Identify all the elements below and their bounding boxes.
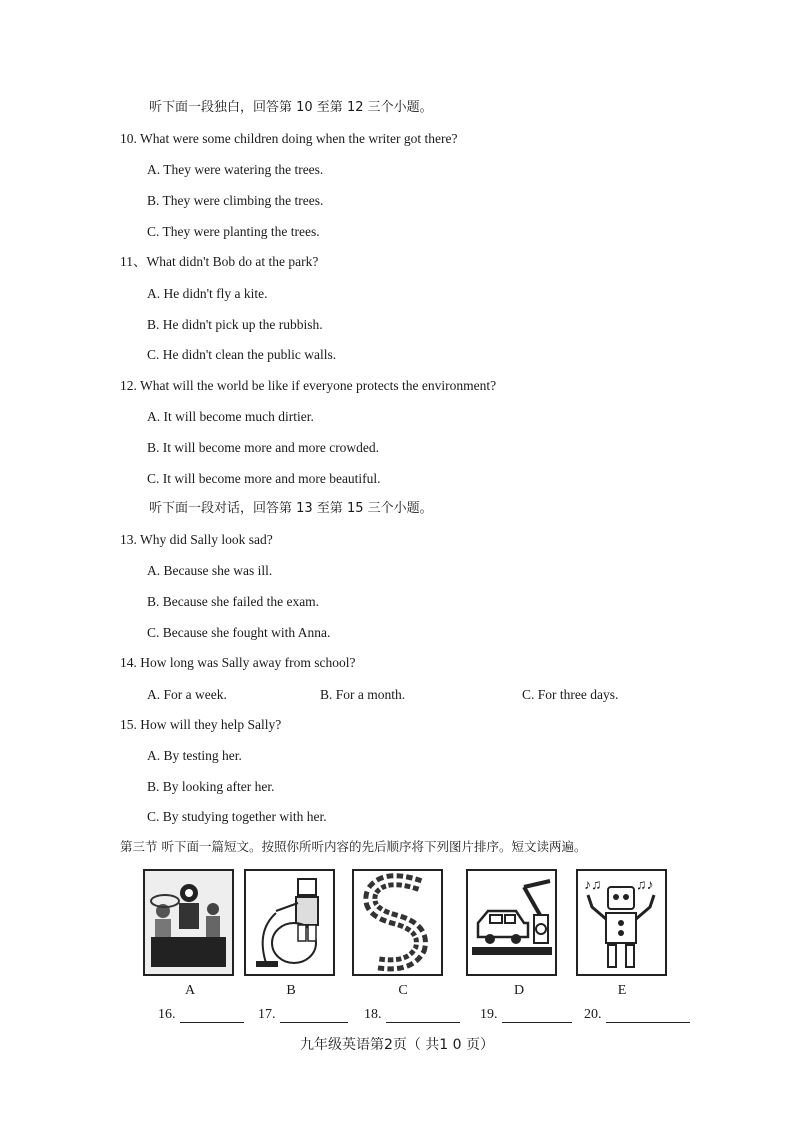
question-number: 10. (120, 131, 137, 146)
intro-dialogue: 听下面一段对话，回答第 13 至第 15 三个小题。 (149, 501, 433, 516)
question-text: What were some children doing when the writer got there? (140, 131, 458, 146)
picture-label-e: E (617, 983, 627, 998)
option-10-c: C. They were planting the trees. (147, 224, 320, 239)
option-10-b: B. They were climbing the trees. (147, 193, 324, 208)
blank-number: 18. (364, 1007, 382, 1022)
question-11 (120, 253, 318, 271)
answer-blank-16[interactable] (158, 1007, 244, 1023)
option-13-a: A. Because she was ill. (147, 563, 273, 578)
question-text: How long was Sally away from school? (140, 655, 356, 670)
question-number: 11、 (120, 254, 147, 269)
picture-c-snake-robot-icon (352, 869, 443, 976)
question-15 (120, 716, 281, 734)
option-12-a: A. It will become much dirtier. (147, 409, 314, 424)
option-15-c: C. By studying together with her. (147, 809, 327, 824)
blank-number: 17. (258, 1007, 276, 1022)
option-14-c: C. For three days. (522, 687, 619, 702)
answer-blank-20[interactable] (584, 1007, 690, 1023)
option-11-c: C. He didn't clean the public walls. (147, 347, 337, 362)
picture-label-a: A (184, 983, 196, 998)
picture-label-b: B (286, 983, 296, 998)
answer-line[interactable] (386, 1008, 460, 1023)
svg-text:♪♫: ♪♫ (584, 878, 602, 893)
option-13-c: C. Because she fought with Anna. (147, 625, 331, 640)
question-number: 15. (120, 717, 137, 732)
question-13 (120, 531, 273, 549)
answer-line[interactable] (180, 1008, 244, 1023)
blank-number: 16. (158, 1007, 176, 1022)
answer-blank-19[interactable] (480, 1007, 572, 1023)
answer-blank-17[interactable] (258, 1007, 348, 1023)
answer-line[interactable] (280, 1008, 348, 1023)
answer-blank-18[interactable] (364, 1007, 460, 1023)
question-text: What will the world be like if everyone protects the environment? (140, 378, 497, 393)
question-text: How will they help Sally? (140, 717, 282, 732)
picture-label-c: C (398, 983, 408, 998)
page-footer: 九年级英语第2页（ 共1 0 页） (299, 1037, 495, 1053)
option-11-a: A. He didn't fly a kite. (147, 286, 268, 301)
question-number: 13. (120, 532, 137, 547)
option-10-a: A. They were watering the trees. (147, 162, 324, 177)
question-text: Why did Sally look sad? (140, 532, 273, 547)
question-12 (120, 377, 496, 395)
question-10 (120, 130, 458, 148)
option-12-b: B. It will become more and more crowded. (147, 440, 380, 455)
picture-d-car-factory-icon (466, 869, 557, 976)
section-3-instruction: 第三节 听下面一篇短文。按照你所听内容的先后顺序将下列图片排序。短文读两遍。 (120, 839, 587, 854)
picture-e-music-robot-icon (576, 869, 667, 976)
question-14 (120, 654, 355, 672)
option-11-b: B. He didn't pick up the rubbish. (147, 317, 323, 332)
option-14-b: B. For a month. (320, 687, 406, 702)
option-13-b: B. Because she failed the exam. (147, 594, 320, 609)
option-12-c: C. It will become more and more beautiful. (147, 471, 381, 486)
answer-line[interactable] (502, 1008, 572, 1023)
picture-label-d: D (513, 983, 525, 998)
question-number: 12. (120, 378, 137, 393)
question-number: 14. (120, 655, 137, 670)
picture-a-people-icon (143, 869, 234, 976)
blank-number: 20. (584, 1007, 602, 1022)
picture-b-robot-vacuum-icon (244, 869, 335, 976)
intro-monologue: 听下面一段独白，回答第 10 至第 12 三个小题。 (149, 100, 433, 115)
option-14-a: A. For a week. (147, 687, 227, 702)
option-15-a: A. By testing her. (147, 748, 242, 763)
svg-text:♫♪: ♫♪ (636, 878, 654, 893)
option-15-b: B. By looking after her. (147, 779, 275, 794)
blank-number: 19. (480, 1007, 498, 1022)
question-text: What didn't Bob do at the park? (146, 254, 319, 269)
answer-line[interactable] (606, 1008, 690, 1023)
